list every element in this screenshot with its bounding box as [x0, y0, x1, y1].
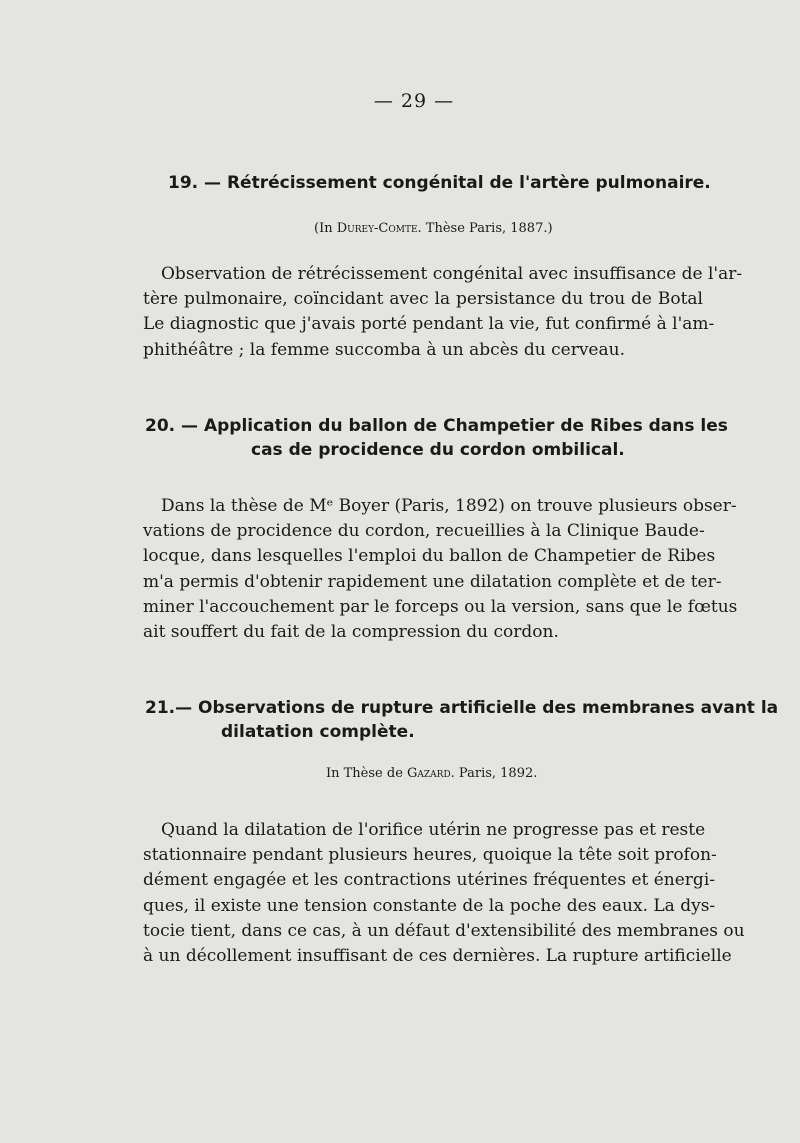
paragraph-line: phithéâtre ; la femme succomba à un abcès du cerveau. — [143, 339, 625, 360]
section-20-paragraph — [143, 494, 738, 645]
paragraph-line: Dans la thèse de Mᵉ Boyer (Paris, 1892) on trouve plusieurs obser- — [161, 496, 737, 516]
page-number: — 29 — — [373, 90, 455, 112]
citation-rest: . Paris, 1892. — [450, 766, 538, 781]
citation-prefix: In Thèse de — [326, 766, 408, 781]
paragraph-line: à un décollement insuffisant de ces dernières. La rupture artificielle — [143, 946, 732, 967]
citation-author: Durey-Comte — [336, 221, 418, 236]
section-19-paragraph — [143, 262, 743, 363]
paragraph-line: Observation de rétrécissement congénital avec insuffisance de l'ar- — [161, 264, 743, 284]
section-20-heading-line: 20. — Application du ballon de Champetier de Ribes dans les — [145, 416, 728, 436]
section-20-heading — [145, 416, 728, 436]
section-19-heading-line: 19. — Rétrécissement congénital de l'artère pulmonaire. — [168, 173, 711, 193]
paragraph-line: m'a permis d'obtenir rapidement une dilatation complète et de ter- — [143, 571, 722, 592]
citation-author: Gazard — [407, 766, 451, 781]
section-21-citation — [326, 766, 537, 781]
paragraph-line: ques, il existe une tension constante de la poche des eaux. La dys- — [143, 895, 716, 916]
paragraph-line: tocie tient, dans ce cas, à un défaut d'extensibilité des membranes ou — [143, 920, 745, 941]
section-19-heading — [168, 173, 711, 193]
section-20-heading-continued — [251, 440, 625, 460]
citation-rest: . Thèse Paris, 1887.) — [417, 221, 553, 236]
paragraph-line: tère pulmonaire, coïncidant avec la persistance du trou de Botal — [143, 289, 703, 310]
paragraph-line: vations de procidence du cordon, recueillies à la Clinique Baude- — [143, 521, 705, 542]
section-20-heading-line: cas de procidence du cordon ombilical. — [251, 440, 625, 460]
paragraph-line: miner l'accouchement par le forceps ou la version, sans que le fœtus — [143, 596, 738, 617]
section-21-heading-line: 21.— Observations de rupture artificielle des membranes avant la — [145, 698, 779, 718]
section-21-heading-line: dilatation complète. — [221, 722, 415, 742]
section-21-heading-continued — [221, 722, 415, 742]
paragraph-line: Quand la dilatation de l'orifice utérin ne progresse pas et reste — [161, 820, 706, 840]
paragraph-line: stationnaire pendant plusieurs heures, quoique la tête soit profon- — [143, 845, 717, 866]
section-21-paragraph — [143, 818, 745, 969]
paragraph-line: locque, dans lesquelles l'emploi du ballon de Champetier de Ribes — [143, 546, 716, 567]
paragraph-line: ait souffert du fait de la compression du cordon. — [143, 622, 559, 643]
section-19-citation — [314, 221, 553, 236]
section-21-heading — [145, 698, 779, 718]
citation-prefix: (In — [314, 221, 337, 236]
paragraph-line: dément engagée et les contractions utérines fréquentes et énergi- — [143, 870, 715, 891]
paragraph-line: Le diagnostic que j'avais porté pendant la vie, fut confirmé à l'am- — [143, 314, 715, 335]
